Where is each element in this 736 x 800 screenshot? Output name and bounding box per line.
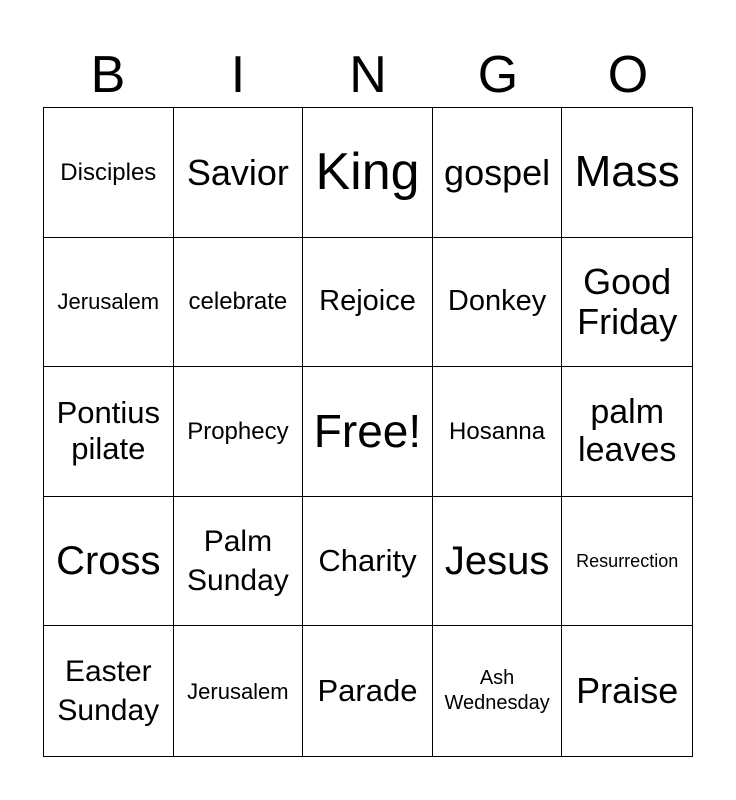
cell-label: Hosanna [449, 417, 546, 445]
header-letter-g: G [477, 46, 519, 104]
cell-label: Easter Sunday [57, 655, 160, 728]
free-space-cell[interactable] [303, 367, 433, 497]
cell-label: Resurrection [576, 550, 679, 571]
cell-label: gospel [444, 151, 551, 193]
bingo-cell-r3-c4[interactable] [562, 497, 692, 627]
header-letter-i: I [230, 46, 246, 104]
bingo-cell-r0-c0[interactable] [44, 108, 174, 238]
cell-label: Parade [317, 672, 418, 708]
cell-label: Mass [574, 147, 680, 197]
bingo-cell-r4-c2[interactable] [303, 626, 433, 756]
bingo-cell-r0-c4[interactable] [562, 108, 692, 238]
cell-label: Praise [576, 670, 679, 712]
bingo-cell-r1-c1[interactable] [174, 238, 304, 368]
header-letter-o: O [607, 46, 649, 104]
bingo-cell-r0-c1[interactable] [174, 108, 304, 238]
cell-label: King [315, 142, 420, 201]
bingo-cell-r3-c1[interactable] [174, 497, 304, 627]
bingo-cell-r3-c3[interactable] [433, 497, 563, 627]
bingo-board [43, 107, 693, 757]
cell-label: Jerusalem [187, 678, 289, 704]
cell-label: celebrate [188, 288, 288, 316]
header-letter-n: N [349, 46, 387, 104]
bingo-cell-r1-c0[interactable] [44, 238, 174, 368]
cell-label: Palm Sunday [187, 525, 289, 598]
cell-label: Jesus [444, 539, 550, 584]
bingo-cell-r3-c2[interactable] [303, 497, 433, 627]
bingo-cell-r0-c3[interactable] [433, 108, 563, 238]
bingo-cell-r1-c2[interactable] [303, 238, 433, 368]
free-space-label: Free! [313, 405, 422, 458]
bingo-cell-r1-c4[interactable] [562, 238, 692, 368]
bingo-cell-r4-c1[interactable] [174, 626, 304, 756]
cell-label: Cross [56, 539, 161, 584]
bingo-cell-r2-c3[interactable] [433, 367, 563, 497]
bingo-header [43, 46, 693, 104]
bingo-cell-r2-c0[interactable] [44, 367, 174, 497]
bingo-cell-r4-c4[interactable] [562, 626, 692, 756]
cell-label: Disciples [60, 158, 157, 186]
header-letter-b: B [90, 46, 126, 104]
cell-label: Good Friday [577, 261, 678, 342]
bingo-cell-r2-c1[interactable] [174, 367, 304, 497]
bingo-cell-r4-c0[interactable] [44, 626, 174, 756]
cell-label: Ash Wednesday [444, 667, 550, 715]
cell-label: Pontius pilate [56, 394, 160, 467]
cell-label: Donkey [447, 284, 547, 317]
bingo-cell-r1-c3[interactable] [433, 238, 563, 368]
cell-label: palm leaves [578, 393, 677, 470]
bingo-cell-r3-c0[interactable] [44, 497, 174, 627]
cell-label: Charity [318, 542, 417, 578]
cell-label: Jerusalem [57, 289, 160, 315]
cell-label: Rejoice [319, 284, 416, 317]
bingo-cell-r2-c4[interactable] [562, 367, 692, 497]
cell-label: Savior [186, 151, 289, 193]
bingo-cell-r0-c2[interactable] [303, 108, 433, 238]
cell-label: Prophecy [187, 417, 289, 445]
bingo-cell-r4-c3[interactable] [433, 626, 563, 756]
